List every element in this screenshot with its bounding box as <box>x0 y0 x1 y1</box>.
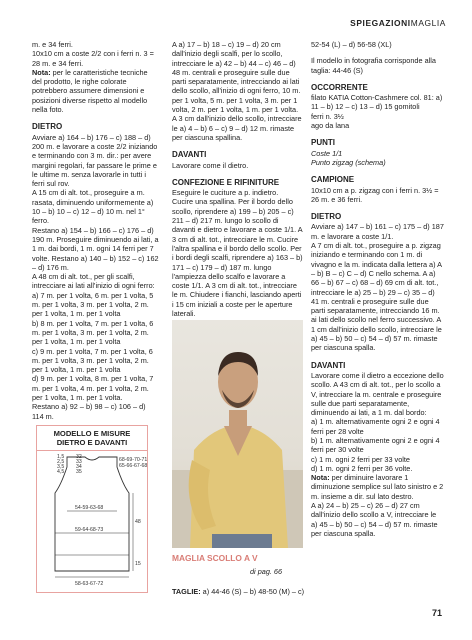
paragraph <box>311 40 444 49</box>
height-rib-label: 15 <box>135 561 141 567</box>
paragraph-text: c) 9 m. per 1 volta, 7 m. per 1 volta, 6 m. per 1 volta, 3 m. per 1 volta, 2 m. per 1 volta, 1 m. per 1 volta <box>32 346 153 375</box>
width-bottom-label: 58-63-67-72 <box>75 581 104 587</box>
paragraph-text: Il modello in fotografia corrisponde alla taglia: 44-46 (S) <box>311 56 436 75</box>
paragraph <box>311 371 444 417</box>
paragraph <box>172 197 304 318</box>
paragraph-text: CONFEZIONE E RIFINITURE <box>172 177 280 187</box>
height-side-label: 48 <box>135 519 141 525</box>
neck-right-1: 33 <box>76 459 82 465</box>
paragraph <box>311 121 444 130</box>
paragraph <box>32 49 159 68</box>
paragraph-text: Cucire una spallina. Per il bordo dello scollo, riprendere a) 199 – b) 205 – c) 211 – d) 217 m. lungo lo scollo di davanti e dietro e lavorare a coste 1/1. A 3 cm di alt. tot., intrecciare le m. Cucire l'altra spallina e il bordo dello scollo. Per i bordi degli scalfi, riprendere a) 163 – b) 171 – c) 179 – d) 187 m. lungo l'ampiezza dello scalfo e lavorare a coste 1/1. A 3 cm di alt. tot., intrecciare le m. Chiudere i fianchi, lasciando aperti i 15 cm iniziali a coste per le aperture laterali. <box>172 197 303 319</box>
paragraph <box>311 473 444 501</box>
paragraph <box>311 436 444 455</box>
paragraph <box>311 186 444 205</box>
neck-left-0: 1,5 <box>57 454 65 460</box>
text-column-left <box>32 40 159 421</box>
paragraph-text: DIETRO <box>32 122 63 132</box>
neck-right-0: 32 <box>76 454 82 460</box>
paragraph-text: ferri n. 3½ <box>311 111 344 121</box>
paragraph <box>32 272 159 291</box>
paragraph-text: a) 1 m. alternativamente ogni 2 e ogni 4 ferri per 28 volte <box>311 417 440 436</box>
jeans <box>212 534 272 548</box>
paragraph-text: CAMPIONE <box>311 175 355 185</box>
paragraph-text: per diminuire lavorare 1 diminuzione semplice sul lato sinistro e 2 m. insieme a dir. sul lato destro. <box>311 473 444 501</box>
paragraph <box>32 68 159 114</box>
schema-diagram <box>37 451 147 591</box>
paragraph-text: 52-54 (L) – d) 56-58 (XL) <box>311 40 392 49</box>
paragraph-text: Restano a) 92 – b) 98 – c) 106 – d) 114 m. <box>32 402 146 421</box>
paragraph-text: Punto zigzag (schema) <box>311 157 386 167</box>
paragraph-text: ago da lana <box>311 121 350 131</box>
paragraph-text: c) 1 m. ogni 2 ferri per 33 volte <box>311 454 410 464</box>
section-heading <box>311 175 444 184</box>
sizes-text: a) 44-46 (S) – b) 48-50 (M) – c) <box>200 587 305 596</box>
paragraph-text: OCCORRENTE <box>311 82 368 92</box>
paragraph-text: DIETRO <box>311 212 342 222</box>
paragraph <box>172 161 304 170</box>
neck-left-1: 2,5 <box>57 459 65 465</box>
width-upper-label: 54-59-63-68 <box>75 505 104 511</box>
paragraph-text: Avviare a) 164 – b) 176 – c) 188 – d) 200 m. e lavorare a coste 2/2 iniziando e terminando con 3 m. dir.: per avere margini regolari, far passare le prime e le ultime m. senza lavorarle in tutti i ferri sul rov. <box>32 132 158 189</box>
text-column-right <box>311 40 444 538</box>
paragraph-text: A a) 24 – b) 25 – c) 26 – d) 27 cm dall'inizio dello scollo a V, intrecciare le a) 45 – b) 50 – c) 54 – d) 57 m. rimaste per ciascuna spalla. <box>311 501 438 538</box>
paragraph-text: b) 1 m. alternativamente ogni 2 e ogni 4 ferri per 30 volte <box>311 435 440 455</box>
paragraph-text: b) 8 m. per 1 volta, 7 m. per 1 volta, 6 m. per 1 volta, 3 m. per 1 volta, 2 m. per 1 volta, 1 m. per 1 volta <box>32 318 154 347</box>
paragraph-text: d) 1 m. ogni 2 ferri per 36 volte. <box>311 463 413 473</box>
section-heading <box>311 138 444 147</box>
paragraph-text: Lavorare come il dietro. <box>172 160 249 170</box>
paragraph <box>172 114 304 142</box>
paragraph-text: 10x10 cm a coste 2/2 con i ferri n. 3 = 28 m. e 34 ferri. <box>32 49 154 68</box>
paragraph-text: Eseguire le cuciture a p. indietro. <box>172 188 279 198</box>
paragraph <box>311 56 444 75</box>
top-right-b: 65-66-67-68 <box>119 463 147 469</box>
paragraph <box>32 133 159 189</box>
top-right-a: 68-69-70-71 <box>119 457 147 463</box>
garment-outline <box>55 457 129 571</box>
schema-title: MODELLO E MISURE DIETRO E DAVANTI <box>37 429 147 451</box>
paragraph-text: A 48 cm di alt. tot., per gli scalfi, intrecciare ai lati all'inizio di ogni ferro: <box>32 272 155 291</box>
paragraph <box>32 319 159 347</box>
neck-right-3: 35 <box>76 469 82 475</box>
paragraph-text: DAVANTI <box>311 360 346 370</box>
paragraph-text: filato KATIA Cotton-Cashmere col. 81: a) 11 – b) 12 – c) 13 – d) 15 gomitoli <box>311 93 443 112</box>
paragraph <box>311 464 444 473</box>
paragraph-text: per le caratteristiche tecniche del prodotto, le righe colorate potrebbero assumere dimensioni e posizioni diverse rispetto al modello nella foto. <box>32 67 148 115</box>
neck-left-3: 4,5 <box>57 469 65 475</box>
paragraph-text: 10x10 cm a p. zigzag con i ferri n. 3½ = 26 m. e 36 ferri. <box>311 185 439 204</box>
paragraph <box>32 291 159 319</box>
paragraph <box>172 40 304 114</box>
page-number: 71 <box>431 608 442 618</box>
paragraph-text: DAVANTI <box>172 150 207 160</box>
section-heading <box>311 361 444 370</box>
bold-lead: Nota: <box>311 473 330 483</box>
neck-right-2: 34 <box>76 464 82 470</box>
section-heading <box>172 178 304 187</box>
paragraph-text: d) 9 m. per 1 volta, 8 m. per 1 volta, 7 m. per 1 volta, 4 m. per 1 volta, 2 m. per 1 volta, 1 m. per 1 volta. <box>32 374 154 402</box>
paragraph-text: Coste 1/1 <box>311 148 343 158</box>
paragraph-text: Restano a) 154 – b) 166 – c) 176 – d) 190 m. Proseguire diminuendo ai lati, a 1 m. dai bordi, 1 m. ogni 14 ferri per 7 volte. Restano a) 140 – b) 152 – c) 162 – d) 176 m. <box>32 225 159 272</box>
paragraph <box>32 40 159 49</box>
neck-left-2: 3,5 <box>57 464 65 470</box>
paragraph <box>311 501 444 538</box>
sizes-label: TAGLIE: <box>172 587 201 596</box>
paragraph-text: A 3 cm dall'inizio dello scollo, intrecciare le a) 4 – b) 6 – c) 9 – d) 12 m. rimaste per ciascuna spallina. <box>172 114 302 142</box>
model-illustration <box>172 320 303 548</box>
paragraph <box>311 112 444 121</box>
paragraph <box>311 158 444 167</box>
paragraph <box>311 222 444 241</box>
section-heading <box>172 150 304 159</box>
schema-box <box>36 425 148 593</box>
photo-ref: di pag. 66 <box>250 567 283 576</box>
paragraph <box>32 226 159 272</box>
width-mid-label: 59-64-68-73 <box>75 527 104 533</box>
paragraph-text: PUNTI <box>311 138 335 148</box>
paragraph-text: m. e 34 ferri. <box>32 40 73 49</box>
paragraph <box>32 347 159 375</box>
photo-caption: MAGLIA SCOLLO A V <box>172 553 258 563</box>
paragraph-text: A 7 cm di alt. tot., proseguire a p. zigzag iniziando e terminando con 1 m. di vivagno e la m. indicata dalla lettera a) A – b) B – c) C – d) C nello schema. A a) 66 – b) 67 – c) 68 – d) 69 cm di alt. tot., intrecciare le a) 25 – b) 29 – c) 35 – d) 41 m. centrali e proseguire sulle due parti separatamente, intrecciando 16 m. ai lati dello scollo nel ferro successivo. A 1 cm dall'inizio dello scollo, intrecciare le a) 45 – b) 50 – c) 54 – d) 57 m. rimaste per ciascuna spalla. <box>311 241 442 353</box>
paragraph <box>311 149 444 158</box>
model-photo <box>172 320 303 548</box>
paragraph <box>32 374 159 402</box>
section-heading <box>311 212 444 221</box>
paragraph <box>311 455 444 464</box>
paragraph <box>32 402 159 421</box>
section-heading <box>32 122 159 131</box>
paragraph <box>311 241 444 353</box>
header-section: SPIEGAZIONI <box>350 18 411 28</box>
paragraph <box>311 93 444 112</box>
paragraph-text: A a) 17 – b) 18 – c) 19 – d) 20 cm dall'inizio degli scalfi, per lo scollo, intrecciare le a) 42 – b) 44 – c) 46 – d) 48 m. centrali e proseguire sulle due parti separatamente, intrecciando ai lati dello scollo, all'inizio di ogni ferro, 10 m. per 1 volta, 5 m. per 1 volta, 3 m. per 1 volta, 2 m. per 1 volta, 1 m. per 1 volta. <box>172 40 301 115</box>
paragraph-text: Avviare a) 147 – b) 161 – c) 175 – d) 187 m. e lavorare a coste 1/1. <box>311 222 444 241</box>
spacer <box>311 49 444 56</box>
paragraph <box>172 188 304 197</box>
header-title: MAGLIA <box>410 18 446 28</box>
bold-lead: Nota: <box>32 67 51 77</box>
paragraph-text: A 15 cm di alt. tot., proseguire a m. rasata, diminuendo uniformemente a) 10 – b) 10 – c) 12 – d) 10 m. nel 1° ferro. <box>32 188 154 226</box>
neck <box>229 410 247 430</box>
sizes-line <box>172 587 307 596</box>
section-heading <box>311 83 444 92</box>
paragraph-text: Lavorare come il dietro a eccezione dello scollo. A 43 cm di alt. tot., per lo scollo a V, intrecciare la m. centrale e proseguire sulle due parti separatamente, diminuendo ai lati, a 1 m. dal bordo: <box>311 370 444 418</box>
paragraph-text: a) 7 m. per 1 volta, 6 m. per 1 volta, 5 m. per 1 volta, 3 m. per 1 volta, 2 m. per 1 volta, 1 m. per 1 volta <box>32 290 154 319</box>
page-header <box>350 18 446 28</box>
paragraph <box>311 417 444 436</box>
text-column-middle <box>172 40 304 318</box>
paragraph <box>32 188 159 225</box>
